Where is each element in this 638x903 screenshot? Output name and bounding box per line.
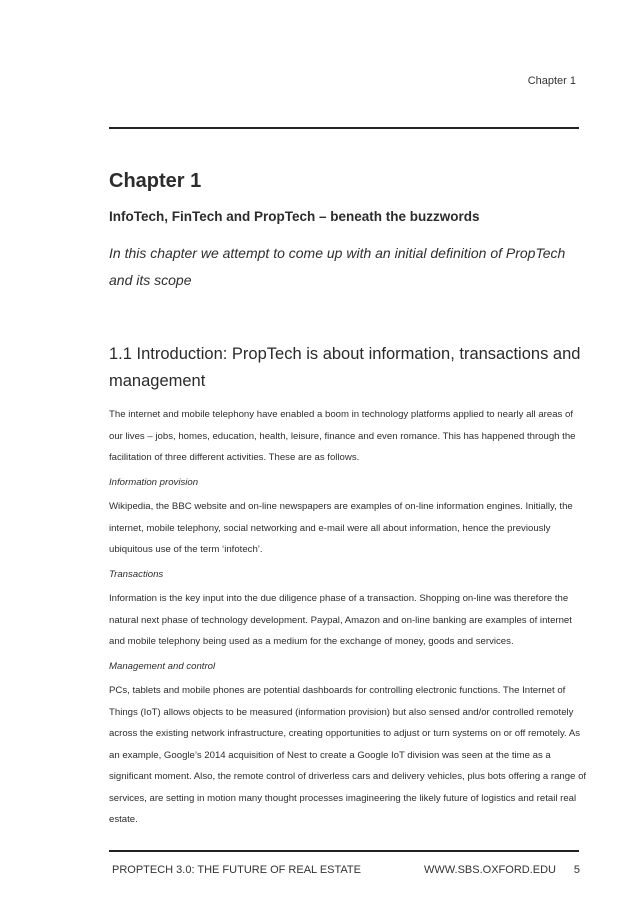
chapter-intro: In this chapter we attempt to come up with an initial definition of PropTech and its scope <box>109 245 566 288</box>
subsection-text-transactions: Information is the key input into the due diligence phase of a transaction. Shopping on-line was therefore the natural next phase of technology development. Paypal, Amazon and on-line banking are examples of internet and mobile telephony being used as a medium for the exchange of money, goods and services. <box>109 593 572 647</box>
subsection-title-information: Information provision <box>109 476 199 488</box>
running-head: Chapter 1 <box>527 75 576 87</box>
subsection-title-management: Management and control <box>109 660 216 672</box>
footer-url[interactable]: WWW.SBS.OXFORD.EDU <box>424 864 556 876</box>
section-heading: 1.1 Introduction: PropTech is about information, transactions and management <box>109 345 581 390</box>
chapter-heading: Chapter 1 <box>109 170 202 192</box>
chapter-subtitle: InfoTech, FinTech and PropTech – beneath the buzzwords <box>109 209 480 224</box>
subsection-text-information: Wikipedia, the BBC website and on-line newspapers are examples of on-line information engines. Initially, the internet, mobile telephony, social networking and e-mail were all about information, hence the previously ubiquitous use of the term ‘infotech’. <box>109 501 573 555</box>
footer-rule <box>109 850 579 852</box>
section-body <box>109 404 587 831</box>
page-number: 5 <box>573 864 580 876</box>
subsection-text-management: PCs, tablets and mobile phones are potential dashboards for controlling electronic functions. The Internet of Things (IoT) allows objects to be measured (information provision) but also sensed and/or controlled remotely across the existing network infrastructure, creating opportunities to adjust or turn systems on or off remotely. As an example, Google’s 2014 acquisition of Nest to create a Google IoT division was seen at the time as a significant moment. Also, the remote control of driverless cars and delivery vehicles, plus bots offering a range of services, are setting in motion many thought processes imagineering the likely future of logistics and retail real estate. <box>109 685 587 825</box>
intro-paragraph: The internet and mobile telephony have enabled a boom in technology platforms applied to nearly all areas of our lives – jobs, homes, education, health, leisure, finance and even romance. This has happened through the facilitation of three different activities. These are as follows. <box>109 409 576 463</box>
footer-title: PROPTECH 3.0: THE FUTURE OF REAL ESTATE <box>112 864 361 876</box>
header-rule <box>109 127 579 129</box>
subsection-title-transactions: Transactions <box>109 568 164 580</box>
